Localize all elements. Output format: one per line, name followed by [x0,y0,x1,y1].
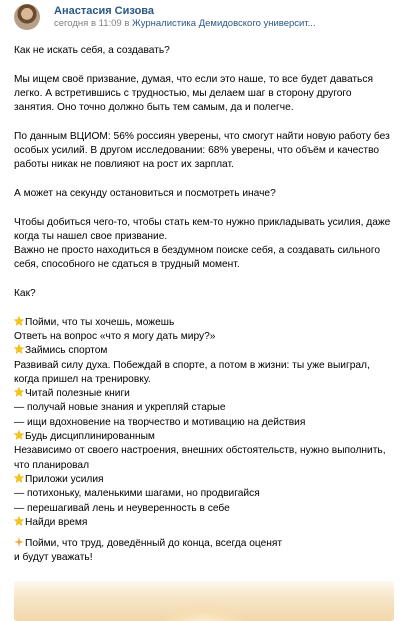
post-paragraph: Мы ищем своё призвание, думая, что если это наше, то все будет даваться легко. А встретившись с трудностью, мы делаем шаг в сторону другого занятия. Оно точно должно быть тем самым, да и полегче. [14,73,373,114]
post-paragraph: Чтобы добиться чего-то, чтобы стать кем-то нужно прикладывать усилия, даже когда ты нашел свое призвание. [14,216,391,242]
tip-line: Независимо от своего настроения, внешних обстоятельств, нужно выполнить, что планировал [14,445,386,471]
tip-line: Ответь на вопрос «что я могу дать миру?» [14,330,216,342]
closing-line: и будут уважать! [14,552,93,564]
tip-title: Пойми, что ты хочешь, можешь [14,316,394,330]
post-photo[interactable] [14,581,394,621]
tip-line: — ищи вдохновение на творчество и мотивацию на действия [14,416,306,428]
tip-line: — перешагивай лень и неуверенность в себе [14,502,230,514]
group-link[interactable]: Журналистика Демидовского университ... [132,18,316,29]
star-icon [14,430,24,440]
post-paragraph: Как не искать себя, а создавать? [14,45,170,56]
post-text [14,44,394,566]
tip-title: Займись спортом [14,344,394,358]
star-icon [14,316,24,326]
closing-line: Пойми, что труд, доведённый до конца, всегда оценят [14,537,394,551]
star-icon [14,473,24,483]
tip-line: Развивай силу духа. Побеждай в спорте, а потом в жизни: ты уже выиграл, когда пришел на тренировку. [14,359,370,385]
post-meta [54,18,372,29]
sparkle-icon [14,537,24,547]
star-icon [14,387,24,397]
author-name[interactable]: Анастасия Сизова [54,5,155,17]
star-icon [14,516,24,526]
tip-line: — потихоньку, маленькими шагами, но продвигайся [14,488,260,500]
post-paragraph: По данным ВЦИОМ: 56% россиян уверены, что смогут найти новую работу без особых усилий. В другом исследовании: 68% уверены, что объём и качество работы никак не повлияют на рост их зарплат. [14,130,390,171]
post-paragraph: Важно не просто находиться в бездумном поиске себя, а создавать сильного себя, способного не сдаться в трудный момент. [14,245,380,271]
post-header [14,4,400,30]
tip-title: Найди время [14,516,394,530]
tip-title: Читай полезные книги [14,387,394,401]
post-paragraph: Как? [14,288,36,300]
avatar[interactable] [14,4,40,30]
tip-title: Приложи усилия [14,473,394,487]
tip-line: — получай новые знания и укрепляй старые [14,402,226,414]
tip-title: Будь дисциплинированным [14,430,394,444]
post-paragraph: А может на секунду остановиться и посмотреть иначе? [14,187,276,199]
star-icon [14,344,24,354]
tips-list [14,316,394,530]
post-time[interactable]: сегодня в 11:09 в [54,18,130,29]
